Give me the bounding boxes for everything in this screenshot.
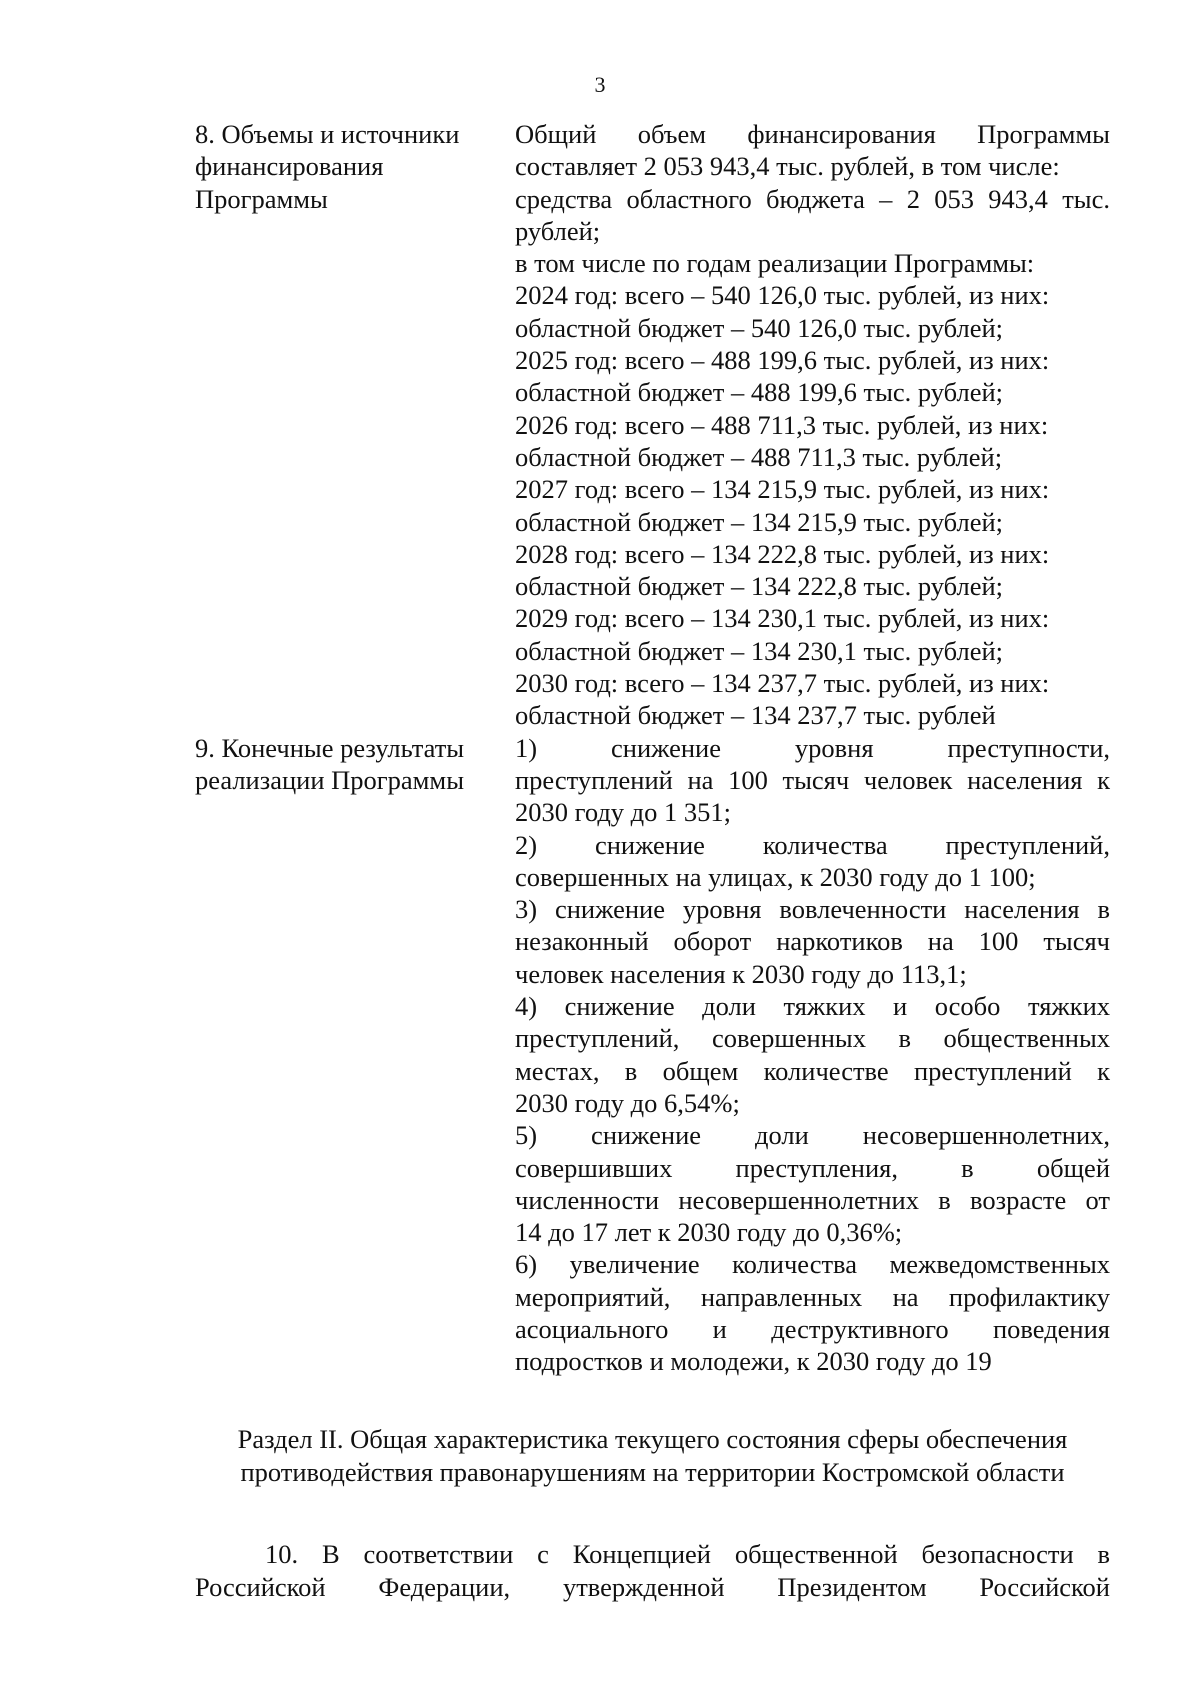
- row-value-line: 3) снижение уровня вовлеченности населения в: [515, 894, 1110, 925]
- row-label-line: 9. Конечные результаты: [195, 732, 465, 763]
- row-value-line: преступлений, совершенных в общественных: [515, 1023, 1110, 1054]
- passport-row-results: [195, 732, 1110, 1378]
- row-value-results: [515, 732, 1110, 1378]
- row-value-line: Общий объем финансирования Программы: [515, 119, 1110, 149]
- row-value-line: 14 до 17 лет к 2030 году до 0,36%;: [515, 1217, 903, 1248]
- section-heading-line: противодействия правонарушениям на территории Костромской области: [240, 1456, 1065, 1487]
- row-value-line: 2027 год: всего – 134 215,9 тыс. рублей, из них:: [515, 474, 1050, 505]
- row-label-results: [195, 732, 505, 797]
- row-value-line: 2028 год: всего – 134 222,8 тыс. рублей, из них:: [515, 538, 1050, 569]
- row-value-line: 2030 год: всего – 134 237,7 тыс. рублей, из них:: [515, 668, 1050, 699]
- row-value-line: областной бюджет – 540 126,0 тыс. рублей;: [515, 312, 1004, 343]
- row-value-line: мероприятий, направленных на профилактику: [515, 1281, 1110, 1312]
- row-value-line: 2025 год: всего – 488 199,6 тыс. рублей, из них:: [515, 345, 1050, 376]
- row-value-line: 6) увеличение количества межведомственных: [515, 1249, 1110, 1280]
- row-value-line: 4) снижение доли тяжких и особо тяжких: [515, 991, 1110, 1022]
- row-label-line: 8. Объемы и источники: [195, 119, 460, 149]
- row-label-line: финансирования: [195, 151, 384, 182]
- row-value-line: областной бюджет – 134 222,8 тыс. рублей;: [515, 571, 1004, 602]
- row-value-line: 2026 год: всего – 488 711,3 тыс. рублей, из них:: [515, 409, 1049, 440]
- row-value-line: человек населения к 2030 году до 113,1;: [515, 958, 967, 989]
- paragraph-line: 10. В соответствии с Концепцией общественной безопасности в: [265, 1539, 1110, 1569]
- row-value-line: асоциального и деструктивного поведения: [515, 1313, 1110, 1344]
- row-label-line: Программы: [195, 183, 328, 214]
- row-value-line: 2030 году до 1 351;: [515, 797, 732, 828]
- row-value-line: 2030 году до 6,54%;: [515, 1087, 740, 1118]
- row-value-line: подростков и молодежи, к 2030 году до 19: [515, 1346, 992, 1377]
- program-passport-table: [195, 118, 1110, 1378]
- row-value-line: 2) снижение количества преступлений,: [515, 829, 1110, 860]
- body-paragraph: [195, 1538, 1110, 1603]
- row-value-line: областной бюджет – 488 199,6 тыс. рублей;: [515, 377, 1004, 408]
- row-value-line: составляет 2 053 943,4 тыс. рублей, в том числе:: [515, 151, 1060, 182]
- row-value-line: совершивших преступления, в общей: [515, 1152, 1110, 1183]
- row-value-line: областной бюджет – 134 237,7 тыс. рублей: [515, 700, 996, 731]
- row-value-line: областной бюджет – 488 711,3 тыс. рублей;: [515, 441, 1003, 472]
- row-value-line: областной бюджет – 134 230,1 тыс. рублей;: [515, 635, 1004, 666]
- row-value-line: рублей;: [515, 215, 601, 246]
- row-value-line: численности несовершеннолетних в возрасте от: [515, 1184, 1110, 1215]
- page-number: 3: [594, 72, 606, 97]
- row-value-line: преступлений на 100 тысяч человек населения к: [515, 764, 1110, 795]
- section-heading-line: Раздел II. Общая характеристика текущего состояния сферы обеспечения: [237, 1424, 1068, 1454]
- row-value-line: 5) снижение доли несовершеннолетних,: [515, 1120, 1110, 1151]
- row-value-line: 1) снижение уровня преступности,: [515, 732, 1110, 763]
- row-value-line: 2024 год: всего – 540 126,0 тыс. рублей, из них:: [515, 280, 1050, 311]
- row-value-line: средства областного бюджета – 2 053 943,4 тыс.: [515, 183, 1110, 214]
- row-value-line: местах, в общем количестве преступлений к: [515, 1055, 1110, 1086]
- row-value-line: 2029 год: всего – 134 230,1 тыс. рублей, из них:: [515, 603, 1050, 634]
- row-value-line: совершенных на улицах, к 2030 году до 1 100;: [515, 861, 1036, 892]
- paragraph-line: Российской Федерации, утвержденной Президентом Российской: [195, 1571, 1110, 1602]
- row-label-line: реализации Программы: [195, 764, 464, 795]
- row-value-line: незаконный оборот наркотиков на 100 тысяч: [515, 926, 1110, 957]
- row-value-line: в том числе по годам реализации Программы:: [515, 248, 1035, 279]
- row-label-financing: [195, 118, 505, 215]
- passport-row-financing: [195, 118, 1110, 732]
- row-value-financing: [515, 118, 1110, 732]
- row-value-line: областной бюджет – 134 215,9 тыс. рублей;: [515, 506, 1004, 537]
- section-heading: [195, 1423, 1110, 1488]
